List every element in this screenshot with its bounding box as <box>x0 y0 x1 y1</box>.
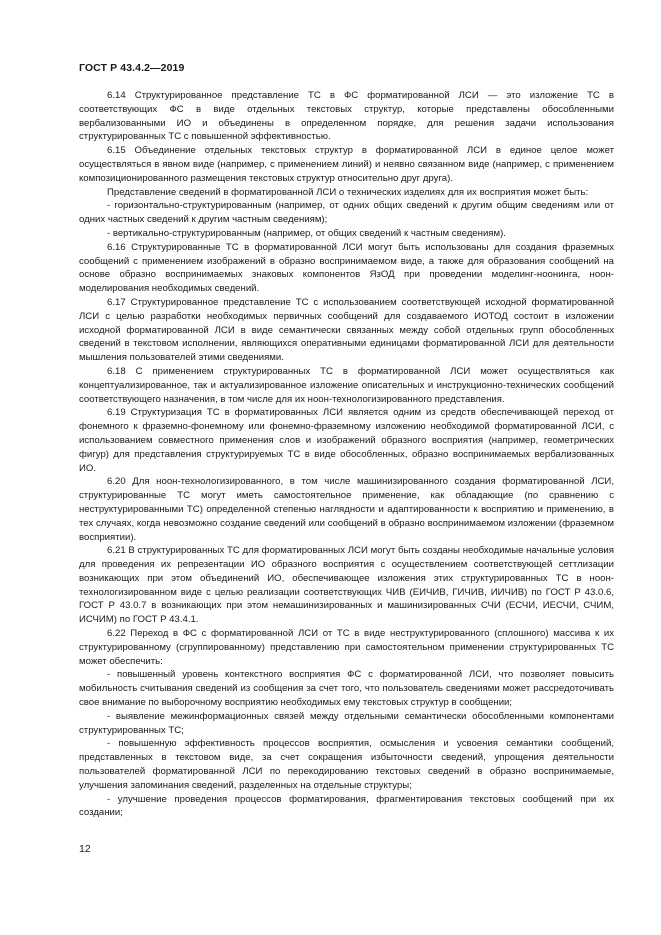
paragraph-6-20: 6.20 Для ноон-технологизированного, в том числе машинизированного создания форматированной ЛСИ, структурированные ТС могут иметь самостоятельное применение, как обладающие (по сравнению с неструктурированными ТС) определенной степенью наглядности и адаптированности к восприятию и применению, в тех случаях, когда невозможно создание сведений или сообщений в образно воспринимаемом изложении (фраземном восприятии). <box>79 476 614 543</box>
page-number: 12 <box>79 843 91 855</box>
document-body <box>79 89 614 820</box>
paragraph-6-21: 6.21 В структурированных ТС для форматированных ЛСИ могут быть созданы необходимые начальные условия для проведения их репрезентации ИО образного восприятия с осуществлением соответствующей сеттлизации возникающих при этом объединений ИО, обеспечивающее изложения этих структурированных ТС в ноон-технологизированном виде с целью реализации соответствующих ЧИВ (ЕИЧИВ, ГИЧИВ, ИИЧИВ) по ГОСТ Р 43.0.6, ГОСТ Р 43.0.7 в возникающих при этом немашинизированных и машинизированных СЧИ (ЕСЧИ, ИЕСЧИ, СЧИМ, ИСЧИМ) по ГОСТ Р 43.4.1. <box>79 545 614 626</box>
paragraph-6-16: 6.16 Структурированные ТС в форматированной ЛСИ могут быть использованы для создания фраземных сообщений с применением изображений в образно воспринимаемом виде, а также для образования сообщений на основе образно воспринимаемых знаковых компонентов ЯзОД при проведении моделинг-ноонинга, ноон-моделирования необходимых сведений. <box>79 241 614 295</box>
paragraph-6-14: 6.14 Структурированное представление ТС в ФС форматированной ЛСИ — это изложение ТС в соответствующих ФС в виде отдельных текстовых структур, которые представлены обособленными вербализованными ИО и объединены в определенном порядке, для решения задачи использования структурированных ТС с повышенной эффективностью. <box>79 90 614 143</box>
paragraph-6-19: 6.19 Структуризация ТС в форматированных ЛСИ является одним из средств обеспечивающей переход от фонемного к фраземно-фонемному или фонемно-фраземному изложению необходимой форматированной ЛСИ, с использованием совместного применения слов и изображений образного восприятия (например, геометрических фигур) для представления структурируемых ТС в виде обособленных, образно воспринимаемых вербализованных ИО. <box>79 407 614 474</box>
paragraph-6-18: 6.18 С применением структурированных ТС в форматированной ЛСИ может осуществляться как концептуализированное, так и актуализированное изложение описательных и инструкционно-технических сообщений соответствующего назначения, в том числе для их ноон-технологизированного представления. <box>79 365 614 405</box>
list-item-formatting: - улучшение проведения процессов форматирования, фрагментирования текстовых сообщений при их создании; <box>79 793 614 819</box>
paragraph-representation-intro: Представление сведений в форматированной ЛСИ о технических изделиях для их восприятия может быть: <box>107 186 589 198</box>
list-item-vertical: - вертикально-структурированным (например, от общих сведений к частным сведениям). <box>107 227 506 239</box>
paragraph-6-17: 6.17 Структурированное представление ТС с использованием соответствующей исходной форматированной ЛСИ с целью разработки необходимых первичных сообщений для создаваемого ИОТОД состоит в изложении исходной форматированной ЛСИ в виде семантически связанных между собой отдельных групп обособленных сведений в текстовом исполнении, являющихся оперативными единицами форматированной ЛСИ для деятельности мышления пользователей этими сведениями. <box>79 296 614 364</box>
list-item-horizontal: - горизонтально-структурированным (например, от одних общих сведений к другим общим сведениям или от одних частных сведений к другим частным сведениям); <box>79 200 614 226</box>
paragraph-6-22: 6.22 Переход в ФС с форматированной ЛСИ от ТС в виде неструктурированного (сплошного) массива к их структурированному (сгруппированному) представлению при самостоятельном применении структурированных ТС может обеспечить: <box>79 628 614 667</box>
paragraph-6-15: 6.15 Объединение отдельных текстовых структур в форматированной ЛСИ в единое целое может осуществляться в явном виде (например, с применением линий) и неявно связанном виде (например, с применением композиционированного размещения текстовых структур относительно друг друга). <box>79 145 614 184</box>
list-item-interinformation-links: - выявление межинформационных связей между отдельными семантически обособленными компонентами структурированных ТС; <box>79 710 614 736</box>
list-item-efficiency: - повышенную эффективность процессов восприятия, осмысления и усвоения семантики сообщений, представленных в текстовом виде, за счет сокращения избыточности сведений, упрощения деятельности пользователей форматированной ЛСИ по перекодированию текстовых сведений в образно воспринимаемые, улучшения запоминания сведений, разделенных на отдельные структуры; <box>79 738 614 791</box>
list-item-context-perception: - повышенный уровень контекстного восприятия ФС с форматированной ЛСИ, что позволяет повысить мобильность считывания сведений из сообщения за счет того, что пользователь сведениями может рассредоточивать свое внимание по выборочному восприятию необходимых ему текстовых структур в сообщении; <box>79 669 614 709</box>
document-header-code: ГОСТ Р 43.4.2—2019 <box>79 62 185 74</box>
